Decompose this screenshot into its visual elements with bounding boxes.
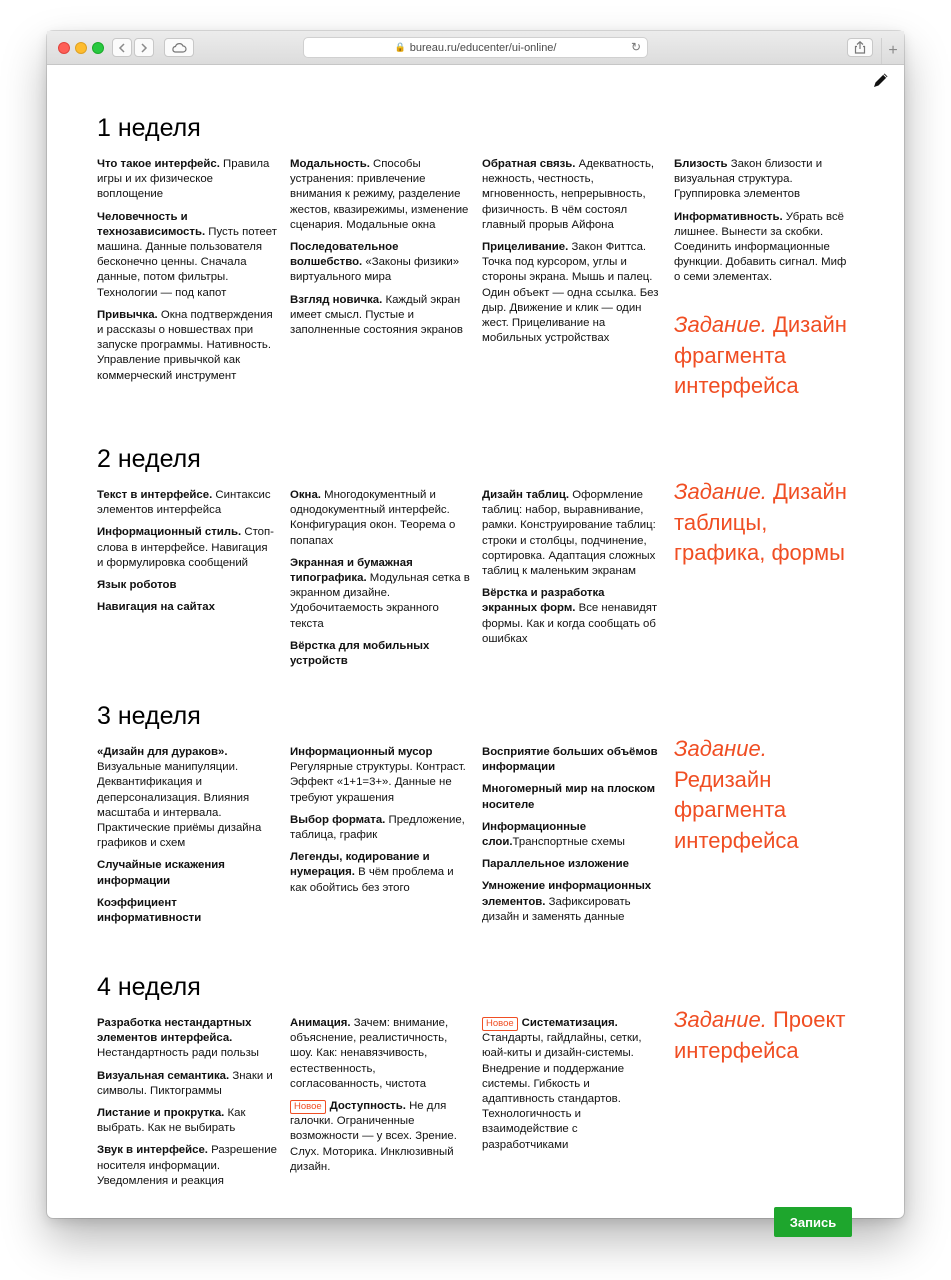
topic-title: Человечность и технозависимость. (97, 210, 206, 238)
topic-description: Нестандартность ради пользы (97, 1047, 259, 1060)
assignment-text: Дизайн таблицы, графика, формы (674, 479, 847, 565)
reload-icon[interactable]: ↻ (630, 40, 641, 54)
topic-item (482, 157, 662, 233)
week-title: 4 неделя (97, 973, 201, 1001)
topic-title: Обратная связь. (482, 158, 576, 170)
topic-description: Не для галочки. Ограниченные возможности — у всех. Зрение. Слух. Моторика. Инклюзивный дизайн. (290, 1100, 457, 1173)
topic-title: Навигация на сайтах (97, 601, 215, 614)
topic-title: Параллельное изложение (482, 858, 629, 871)
topic-item (290, 813, 470, 843)
topic-description: Правила игры и их физическое воплощение (97, 158, 270, 201)
page-content (47, 65, 904, 1230)
topic-title: Систематизация. (521, 1017, 618, 1029)
topic-description: Зачем: внимание, объяснение, реалистичность, шоу. Как: ненавязчивость, естественность, согласованность, чистота (290, 1017, 449, 1090)
topic-title: «Дизайн для дураков». (97, 746, 228, 758)
topic-column (290, 488, 470, 676)
assignment-block (674, 1005, 859, 1066)
topic-item (97, 600, 277, 615)
topic-title: Разработка нестандартных элементов интерфейса. (97, 1017, 252, 1045)
topic-item (674, 157, 854, 203)
forward-button[interactable] (134, 38, 154, 57)
topic-item (97, 896, 277, 926)
topic-title: Звук в интерфейсе. (97, 1144, 208, 1157)
topic-item (482, 820, 662, 850)
topic-description: Разрешение носителя информации. Уведомления и реакция (97, 1144, 277, 1187)
topic-title: Последовательное волшебство. (290, 241, 399, 269)
topic-title: Текст в интерфейсе. (97, 489, 213, 501)
new-badge: Новое (482, 1017, 518, 1031)
topic-title: Информационный мусор (290, 746, 433, 758)
topic-column (290, 745, 470, 903)
assignment-label: Задание. (674, 736, 767, 761)
topic-description: Каждый экран имеет смысл. Пустые и заполненные состояния экранов (290, 293, 463, 337)
topic-title: Легенды, кодирование и нумерация. (290, 851, 430, 879)
topic-item (97, 1143, 277, 1189)
topic-item (97, 488, 277, 518)
topic-description: Окна подтверждения и рассказы о новшествах при запуске программы. Нативность. Управление привычкой как коммерческий инструмент (97, 308, 273, 382)
topic-description: Оформление таблиц: набор, выравнивание, рамки. Конструирование таблиц: строки и столбцы, подчинение, сортировка. Адаптация сложных таблиц к маленьким экранам (482, 489, 656, 578)
assignment-block (674, 734, 859, 856)
assignment-block (674, 477, 859, 569)
browser-toolbar (47, 31, 904, 65)
topic-title: Доступность. (329, 1100, 406, 1113)
icloud-tabs-button[interactable] (164, 38, 194, 57)
topic-description: Закон Фиттса. Точка под курсором, углы и стороны экрана. Мышь и палец. Один объект — одна ссылка. Без дыр. Движение и клик — один жест. Прицеливание на мобильных устройствах (482, 241, 659, 345)
topic-item (482, 782, 662, 812)
assignment-label: Задание. (674, 479, 767, 504)
topic-item (482, 1016, 662, 1153)
week-title: 2 неделя (97, 445, 201, 473)
topic-description: «Законы физики» виртуального мира (290, 256, 460, 284)
week-title: 1 неделя (97, 114, 201, 142)
topic-title: Вёрстка и разработка экранных форм. (482, 587, 605, 615)
topic-title: Визуальная семантика. (97, 1069, 230, 1082)
topic-column (482, 488, 662, 654)
topic-title: Вёрстка для мобильных устройств (290, 639, 430, 668)
topic-description: Убрать всё лишнее. Вынести за скобки. Соединить информационные функции. Добавить сигнал. Миф о семи элементах. (674, 210, 847, 284)
close-window-button[interactable] (58, 42, 70, 54)
topic-item (97, 1106, 277, 1136)
topic-item (674, 210, 854, 286)
browser-window (47, 31, 904, 1230)
url-text: bureau.ru/educenter/ui-online/ (409, 41, 557, 54)
topic-description: Синтаксис элементов интерфейса (97, 489, 271, 517)
back-button[interactable] (112, 38, 132, 57)
new-badge: Новое (290, 1100, 326, 1114)
topic-description: Все ненавидят формы. Как и когда сообщать об ошибках (482, 602, 658, 645)
topic-title: Информационный стиль. (97, 526, 242, 539)
topic-title: Дизайн таблиц. (482, 489, 570, 501)
topic-description: Пусть потеет машина. Данные пользователя бесконечно ценны. Сначала данные, потом фильтры. Технологии — под капот (97, 225, 277, 299)
topic-title: Язык роботов (97, 579, 177, 592)
assignment-text: Дизайн фрагмента интерфейса (674, 312, 847, 398)
topic-title: Коэффициент информативности (97, 896, 202, 925)
topic-description: Регулярные структуры. Контраст. Эффект «1+1=3+». Данные не требуют украшения (290, 761, 466, 804)
minimize-window-button[interactable] (75, 42, 87, 54)
topic-title: Взгляд новичка. (290, 293, 383, 306)
new-tab-button[interactable]: + (881, 38, 904, 64)
topic-title: Выбор формата. (290, 813, 386, 826)
topic-description: Стоп-слова в интерфейсе. Навигация и формулировка сообщений (97, 526, 274, 569)
topic-description: Зафиксировать дизайн и заменять данные (482, 895, 631, 923)
topic-title: Модальность. (290, 158, 370, 170)
topic-item (97, 745, 277, 851)
topic-item (290, 1016, 470, 1092)
topic-item (290, 639, 470, 669)
topic-title: Окна. (290, 489, 321, 501)
topic-column (97, 157, 277, 391)
topic-item (482, 488, 662, 579)
topic-title: Анимация. (290, 1017, 351, 1029)
assignment-block (674, 310, 859, 402)
share-icon (854, 41, 866, 54)
topic-column (482, 1016, 662, 1160)
assignment-label: Задание. (674, 312, 767, 337)
cloud-icon (171, 43, 187, 53)
topic-title: Многомерный мир на плоском носителе (482, 783, 656, 811)
topic-item (97, 1016, 277, 1062)
topic-description: Знаки и символы. Пиктограммы (97, 1069, 273, 1097)
pencil-icon[interactable] (871, 70, 891, 95)
topic-description: Модульная сетка в экранном дизайне. Удобочитаемость экранного текста (290, 572, 470, 630)
topic-item (482, 745, 662, 775)
assignment-text: Проект интерфейса (674, 1007, 846, 1063)
topic-column (97, 1016, 277, 1196)
topic-title: Умножение информационных элементов. (482, 880, 652, 908)
topic-item (97, 210, 277, 301)
topic-title: Информативность. (674, 210, 783, 223)
topic-title: Случайные искажения информации (97, 859, 225, 887)
chevron-right-icon (140, 43, 148, 53)
topic-title: Близость (674, 158, 728, 170)
address-bar[interactable] (303, 37, 648, 58)
topic-title: Привычка. (97, 308, 158, 321)
topic-description: Как выбрать. Как не выбирать (97, 1107, 246, 1135)
topic-column (290, 157, 470, 345)
topic-item (290, 240, 470, 286)
topic-title: Экранная и бумажная типографика. (290, 556, 413, 585)
topic-column (290, 1016, 470, 1182)
topic-item (290, 745, 470, 806)
topic-description: Транспортные схемы (512, 836, 625, 849)
chevron-left-icon (118, 43, 126, 53)
topic-title: Восприятие больших объёмов информации (482, 746, 658, 774)
topic-description: Стандарты, гайдлайны, сетки, юай-киты и дизайн-системы. Внедрение и поддержание системы. Гибкость и адаптивность стандартов. Технологичность и взаимодействие с разработчиками (482, 1032, 642, 1151)
topic-title: Прицеливание. (482, 241, 569, 254)
week-title: 3 неделя (97, 702, 201, 730)
signup-button[interactable]: Запись (774, 1207, 852, 1237)
topic-description: Многодокументный и однодокументный интерфейс. Конфигурация окон. Теорема о попапах (290, 489, 456, 547)
topic-item (97, 1069, 277, 1099)
topic-column (482, 157, 662, 353)
topic-description: Закон близости и визуальная структура. Группировка элементов (674, 158, 823, 201)
topic-item (290, 157, 470, 233)
topic-column (482, 745, 662, 932)
share-button[interactable] (847, 38, 873, 57)
topic-title: Что такое интерфейс. (97, 158, 220, 170)
topic-description: Предложение, таблица, график (290, 813, 465, 842)
topic-item (482, 586, 662, 647)
topic-description: В чём проблема и как обойтись без этого (290, 866, 454, 894)
topic-description: Способы устранения: привлечение внимания к режиму, разделение жестов, квазирежимы, изменение сценария. Модальные окна (290, 158, 469, 231)
topic-item (97, 308, 277, 384)
topic-item (290, 850, 470, 896)
topic-item (482, 879, 662, 925)
topic-item (290, 488, 470, 549)
lock-icon: 🔒 (394, 42, 406, 52)
topic-description: Адекватность, нежность, честность, мгновенность, непрерывность, физичность. В чём состоял главный прорыв Айфона (482, 158, 655, 231)
assignment-text: Редизайн фрагмента интерфейса (674, 766, 799, 853)
topic-column (97, 488, 277, 622)
topic-item (290, 293, 470, 339)
topic-column (674, 157, 854, 293)
topic-title: Информационные слои. (482, 820, 587, 849)
topic-item (97, 525, 277, 571)
topic-item (482, 240, 662, 346)
topic-item (97, 858, 277, 888)
topic-item (97, 578, 277, 593)
topic-item (290, 1099, 470, 1175)
topic-description: Визуальные манипуляции. Деквантификация и деперсонализация. Влияния масштаба и интервала. Практические приёмы дизайна графиков и схем (97, 761, 262, 850)
topic-item (290, 556, 470, 632)
topic-title: Листание и прокрутка. (97, 1107, 225, 1120)
assignment-label: Задание. (674, 1007, 767, 1032)
zoom-window-button[interactable] (92, 42, 104, 54)
topic-column (97, 745, 277, 933)
topic-item (482, 857, 662, 872)
topic-item (97, 157, 277, 203)
